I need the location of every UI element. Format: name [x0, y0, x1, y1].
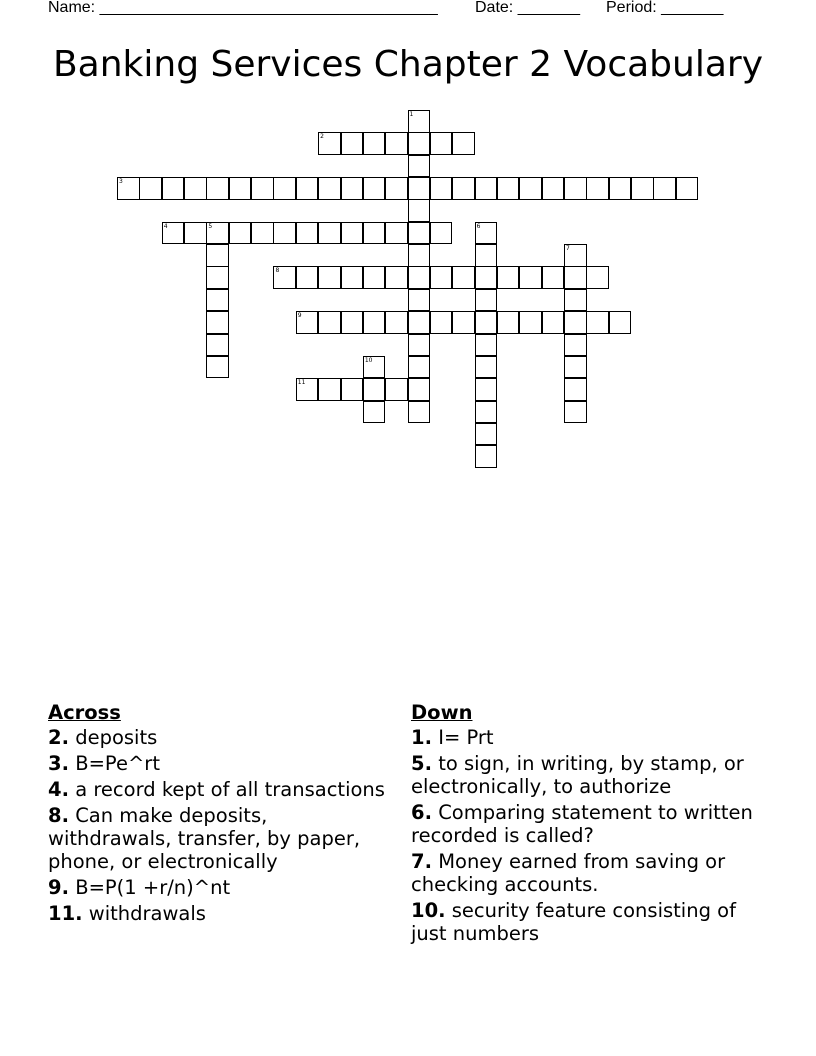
grid-cell[interactable]: [408, 401, 431, 424]
across-heading: Across: [48, 701, 121, 724]
grid-cell[interactable]: [184, 177, 207, 200]
clue-number: 3: [119, 178, 123, 186]
grid-cell[interactable]: [497, 311, 520, 334]
grid-cell[interactable]: [564, 311, 587, 334]
page-title: Banking Services Chapter 2 Vocabulary: [52, 44, 764, 85]
grid-cell[interactable]: [519, 266, 542, 289]
grid-cell[interactable]: [363, 266, 386, 289]
grid-cell[interactable]: [609, 311, 632, 334]
grid-cell[interactable]: [385, 266, 408, 289]
grid-cell[interactable]: [363, 132, 386, 155]
grid-cell[interactable]: [363, 356, 386, 379]
grid-cell[interactable]: [475, 445, 498, 468]
grid-cell[interactable]: [318, 266, 341, 289]
grid-cell[interactable]: [586, 311, 609, 334]
grid-cell[interactable]: [408, 311, 431, 334]
clue-down-6: 6. Comparing statement to written recorded is called?: [411, 801, 753, 847]
grid-cell[interactable]: [430, 177, 453, 200]
grid-cell[interactable]: [475, 401, 498, 424]
grid-cell[interactable]: [341, 311, 364, 334]
grid-cell[interactable]: [408, 222, 431, 245]
grid-cell[interactable]: [206, 334, 229, 357]
grid-cell[interactable]: [341, 132, 364, 155]
grid-cell[interactable]: [206, 289, 229, 312]
grid-cell[interactable]: [318, 311, 341, 334]
grid-cell[interactable]: [564, 177, 587, 200]
grid-cell[interactable]: [676, 177, 699, 200]
clue-down-1: 1. I= Prt: [411, 726, 494, 749]
grid-cell[interactable]: [273, 222, 296, 245]
grid-cell[interactable]: [363, 311, 386, 334]
grid-cell[interactable]: [408, 244, 431, 267]
date-field[interactable]: Date: _______: [475, 0, 580, 16]
period-field[interactable]: Period: _______: [606, 0, 724, 16]
grid-cell[interactable]: [385, 311, 408, 334]
grid-cell[interactable]: [296, 311, 319, 334]
grid-cell[interactable]: [519, 177, 542, 200]
clue-number: 7: [566, 245, 570, 253]
grid-cell[interactable]: [564, 266, 587, 289]
clue-number: 4: [163, 222, 168, 230]
clue-across-4: 4. a record kept of all transactions: [48, 778, 385, 801]
grid-cell[interactable]: [363, 378, 386, 401]
grid-cell[interactable]: [430, 132, 453, 155]
clue-across-3: 3. B=Pe^rt: [48, 752, 160, 775]
grid-cell[interactable]: [139, 177, 162, 200]
grid-cell[interactable]: [452, 311, 475, 334]
grid-cell[interactable]: [296, 266, 319, 289]
down-heading: Down: [411, 701, 473, 724]
grid-cell[interactable]: [452, 266, 475, 289]
grid-cell[interactable]: [318, 378, 341, 401]
clue-across-9: 9. B=P(1 +r/n)^nt: [48, 876, 231, 899]
grid-cell[interactable]: [408, 177, 431, 200]
clue-down-10: 10. security feature consisting of just numbers: [411, 899, 736, 945]
grid-cell[interactable]: [475, 266, 498, 289]
grid-cell[interactable]: [206, 311, 229, 334]
grid-cell[interactable]: [475, 356, 498, 379]
grid-cell[interactable]: [318, 177, 341, 200]
clue-number: 11: [297, 379, 306, 387]
grid-cell[interactable]: [430, 311, 453, 334]
grid-cell[interactable]: [497, 177, 520, 200]
grid-cell[interactable]: [251, 177, 274, 200]
clue-down-7: 7. Money earned from saving or checking accounts.: [411, 850, 726, 896]
grid-cell[interactable]: [341, 177, 364, 200]
grid-cell[interactable]: [564, 378, 587, 401]
grid-cell[interactable]: [385, 222, 408, 245]
clue-number: 10: [364, 356, 373, 364]
grid-cell[interactable]: [564, 356, 587, 379]
grid-cell[interactable]: [475, 378, 498, 401]
grid-cell[interactable]: [363, 177, 386, 200]
grid-cell[interactable]: [363, 222, 386, 245]
grid-cell[interactable]: [475, 177, 498, 200]
grid-cell[interactable]: [296, 378, 319, 401]
grid-cell[interactable]: [564, 289, 587, 312]
grid-cell[interactable]: [408, 266, 431, 289]
grid-cell[interactable]: [229, 222, 252, 245]
grid-cell[interactable]: [206, 266, 229, 289]
clue-number: 2: [320, 133, 324, 141]
grid-cell[interactable]: [408, 378, 431, 401]
down-clues: [411, 701, 771, 948]
grid-cell[interactable]: [206, 222, 229, 245]
grid-cell[interactable]: [564, 334, 587, 357]
grid-cell[interactable]: [273, 266, 296, 289]
grid-cell[interactable]: [408, 199, 431, 222]
grid-cell[interactable]: [341, 378, 364, 401]
grid-cell[interactable]: [162, 177, 185, 200]
grid-cell[interactable]: [430, 222, 453, 245]
clue-down-5: 5. to sign, in writing, by stamp, or electronically, to authorize: [411, 752, 744, 798]
grid-cell[interactable]: [475, 289, 498, 312]
grid-cell[interactable]: [452, 132, 475, 155]
crossword-grid: [0, 0, 816, 480]
grid-cell[interactable]: [542, 311, 565, 334]
grid-cell[interactable]: [564, 401, 587, 424]
grid-cell[interactable]: [273, 177, 296, 200]
grid-cell[interactable]: [408, 110, 431, 133]
grid-cell[interactable]: [385, 132, 408, 155]
grid-cell[interactable]: [341, 222, 364, 245]
across-clues: [48, 701, 388, 928]
grid-cell[interactable]: [117, 177, 140, 200]
grid-cell[interactable]: [475, 423, 498, 446]
grid-cell[interactable]: [542, 266, 565, 289]
grid-cell[interactable]: [184, 222, 207, 245]
grid-cell[interactable]: [609, 177, 632, 200]
grid-cell[interactable]: [408, 356, 431, 379]
grid-cell[interactable]: [452, 177, 475, 200]
grid-cell[interactable]: [408, 289, 431, 312]
grid-cell[interactable]: [162, 222, 185, 245]
grid-cell[interactable]: [475, 334, 498, 357]
clue-number: 5: [208, 222, 213, 230]
clue-across-2: 2. deposits: [48, 726, 158, 749]
grid-cell[interactable]: [631, 177, 654, 200]
grid-cell[interactable]: [229, 177, 252, 200]
grid-cell[interactable]: [341, 266, 364, 289]
grid-cell[interactable]: [542, 177, 565, 200]
grid-cell[interactable]: [564, 244, 587, 267]
grid-cell[interactable]: [385, 378, 408, 401]
name-field[interactable]: Name: ______________________________________: [48, 0, 438, 16]
grid-cell[interactable]: [430, 266, 453, 289]
grid-cell[interactable]: [497, 266, 520, 289]
grid-cell[interactable]: [206, 177, 229, 200]
grid-cell[interactable]: [251, 222, 274, 245]
grid-cell[interactable]: [475, 311, 498, 334]
grid-cell[interactable]: [296, 222, 319, 245]
grid-cell[interactable]: [206, 356, 229, 379]
grid-cell[interactable]: [519, 311, 542, 334]
grid-cell[interactable]: [586, 177, 609, 200]
grid-cell[interactable]: [385, 177, 408, 200]
grid-cell[interactable]: [318, 132, 341, 155]
grid-cell[interactable]: [653, 177, 676, 200]
grid-cell[interactable]: [296, 177, 319, 200]
clue-number: 8: [275, 267, 280, 275]
grid-cell[interactable]: [475, 222, 498, 245]
grid-cell[interactable]: [408, 334, 431, 357]
grid-cell[interactable]: [586, 266, 609, 289]
clue-number: 9: [297, 312, 302, 320]
grid-cell[interactable]: [475, 244, 498, 267]
grid-cell[interactable]: [206, 244, 229, 267]
clue-number: 1: [409, 111, 414, 118]
clue-across-8: 8. Can make deposits, withdrawals, transfer, by paper, phone, or electronically: [48, 804, 361, 873]
grid-cell[interactable]: [363, 401, 386, 424]
clue-across-11: 11. withdrawals: [48, 902, 206, 925]
grid-cell[interactable]: [318, 222, 341, 245]
clue-number: 6: [476, 222, 481, 230]
grid-cell[interactable]: [408, 132, 431, 155]
grid-cell[interactable]: [408, 155, 431, 178]
